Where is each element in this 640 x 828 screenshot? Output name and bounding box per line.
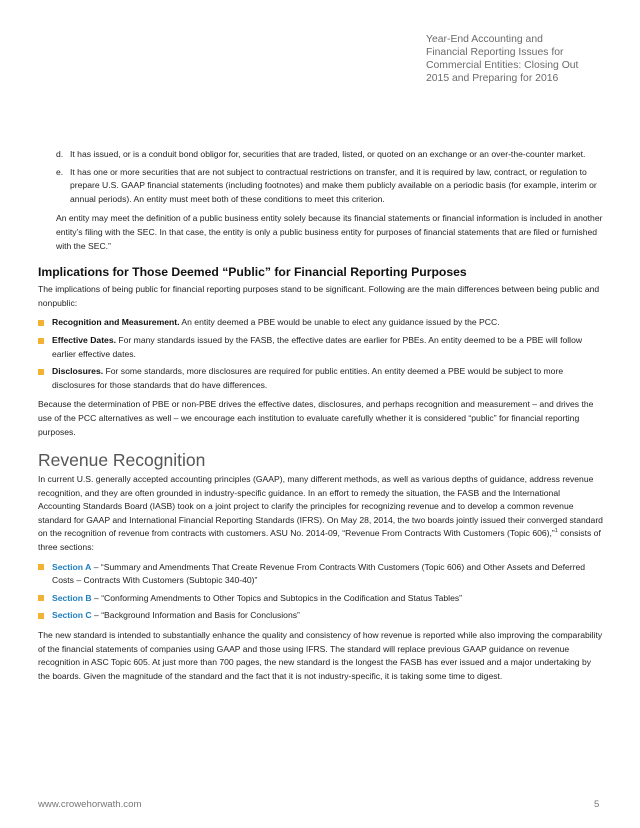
square-bullet-icon [38, 595, 44, 601]
page-content [38, 148, 604, 683]
bullet-disclosures [38, 365, 604, 392]
section-text: – “Background Information and Basis for Conclusions” [91, 610, 300, 621]
square-bullet-icon [38, 564, 44, 570]
bullet-term: Recognition and Measurement. [52, 317, 180, 328]
section-text: – “Conforming Amendments to Other Topics and Subtopics in the Codification and Status Tables” [91, 592, 463, 603]
criterion-d [56, 148, 604, 162]
header-line: Commercial Entities: Closing Out [426, 60, 579, 71]
section-a-item [38, 561, 604, 588]
bullet-term: Disclosures. [52, 366, 104, 377]
section-text: – “Summary and Amendments That Create Revenue From Contracts With Customers (Topic 606) and Other Assets and Deferred Costs – Contracts With Customers (Subtopic 340-40)” [52, 561, 586, 586]
revenue-closing: The new standard is intended to substantially enhance the quality and consistency of how revenue is reported while also improving the comparability of the financial statements of companies using GAAP and those using IFRS. The standard will replace previous GAAP guidance on revenue recognition in ASC Topic 605. At just more than 700 pages, the new standard is the longest the FASB has ever issued and a major undertaking by the boards. Given the magnitude of the standard and the fact that it is not industry-specific, it is taking some time to digest. [38, 630, 603, 681]
bullet-recognition [38, 316, 604, 330]
implications-intro: The implications of being public for financial reporting purposes stand to be significant. Following are the main differences between being public and nonpublic: [38, 284, 600, 308]
bullet-term: Effective Dates. [52, 334, 117, 345]
header-line: Financial Reporting Issues for [426, 47, 564, 58]
bullet-effective-dates [38, 334, 604, 361]
header-line: 2015 and Preparing for 2016 [426, 73, 559, 84]
square-bullet-icon [38, 613, 44, 619]
implications-closing: Because the determination of PBE or non-PBE drives the effective dates, disclosures, and perhaps recognition and measurement – and drives the use of the PCC alternatives as well – we encourage each institution to evaluate carefully whether it is considered “public” for financial reporting purposes. [38, 399, 594, 437]
criterion-e [56, 166, 604, 207]
section-a-link[interactable]: Section A [52, 561, 92, 572]
revenue-sections [38, 561, 604, 623]
bullet-text: For many standards issued by the FASB, the effective dates are earlier for PBEs. An entity deemed to be a PBE will follow earlier effective dates. [52, 334, 583, 359]
criterion-text: It has one or more securities that are not subject to contractual restrictions on transfer, and it is required by law, contract, or regulation to prepare U.S. GAAP financial statements (including footnotes) and make them publicly available on a periodic basis (for example, interim or annual periods). An entity must meet both of these conditions to meet this criterion. [70, 166, 597, 204]
implications-heading: Implications for Those Deemed “Public” for Financial Reporting Purposes [38, 265, 467, 280]
criterion-marker: e. [56, 166, 64, 177]
running-header [426, 33, 626, 85]
page-number: 5 [594, 799, 600, 810]
header-line: Year-End Accounting and [426, 34, 543, 45]
criterion-text: It has issued, or is a conduit bond obligor for, securities that are traded, listed, or quoted on an exchange or an over-the-counter market. [70, 149, 586, 159]
square-bullet-icon [38, 369, 44, 375]
implications-bullets [38, 316, 604, 392]
revenue-intro: In current U.S. generally accepted accounting principles (GAAP), many different methods, as well as various depths of guidance, address revenue recognition, and they are often grounded in industry-specific guidance. In an effort to remedy the situation, the FASB and the International Accounting Standards Board (IASB) took on a joint project to clarify the principles for recognizing revenue and to develop a common revenue standard for GAAP and International Financial Reporting Standards (IFRS). On May 28, 2014, the two boards jointly issued their converged standard on the recognition of revenue from contracts with customers. ASU No. 2014-09, “Revenue From Contracts With Customers (Topic 606),”$^1$ consists of three sections: [38, 474, 603, 553]
footnote-mark[interactable]: 1 [554, 528, 558, 535]
section-c-link[interactable]: Section C [52, 610, 92, 621]
revenue-heading: Revenue Recognition [38, 450, 206, 471]
pbe-note: An entity may meet the definition of a public business entity solely because its financial statements or financial information is included in another entity’s filing with the SEC. In that case, the entity is only a public business entity for purposes of financial statements that are filed or furnished with the SEC.” [56, 213, 603, 251]
section-b-link[interactable]: Section B [52, 592, 92, 603]
section-b-item [38, 592, 604, 606]
bullet-text: For some standards, more disclosures are required for public entities. An entity deemed a PBE would be subject to more disclosures for those standards that do have differences. [52, 366, 564, 390]
bullet-text: An entity deemed a PBE would be unable to elect any guidance issued by the PCC. [179, 317, 500, 328]
square-bullet-icon [38, 338, 44, 344]
footer-url[interactable]: www.crowehorwath.com [38, 799, 142, 810]
section-c-item [38, 609, 604, 623]
criterion-marker: d. [56, 149, 64, 159]
criteria-list [38, 148, 604, 253]
square-bullet-icon [38, 320, 44, 326]
